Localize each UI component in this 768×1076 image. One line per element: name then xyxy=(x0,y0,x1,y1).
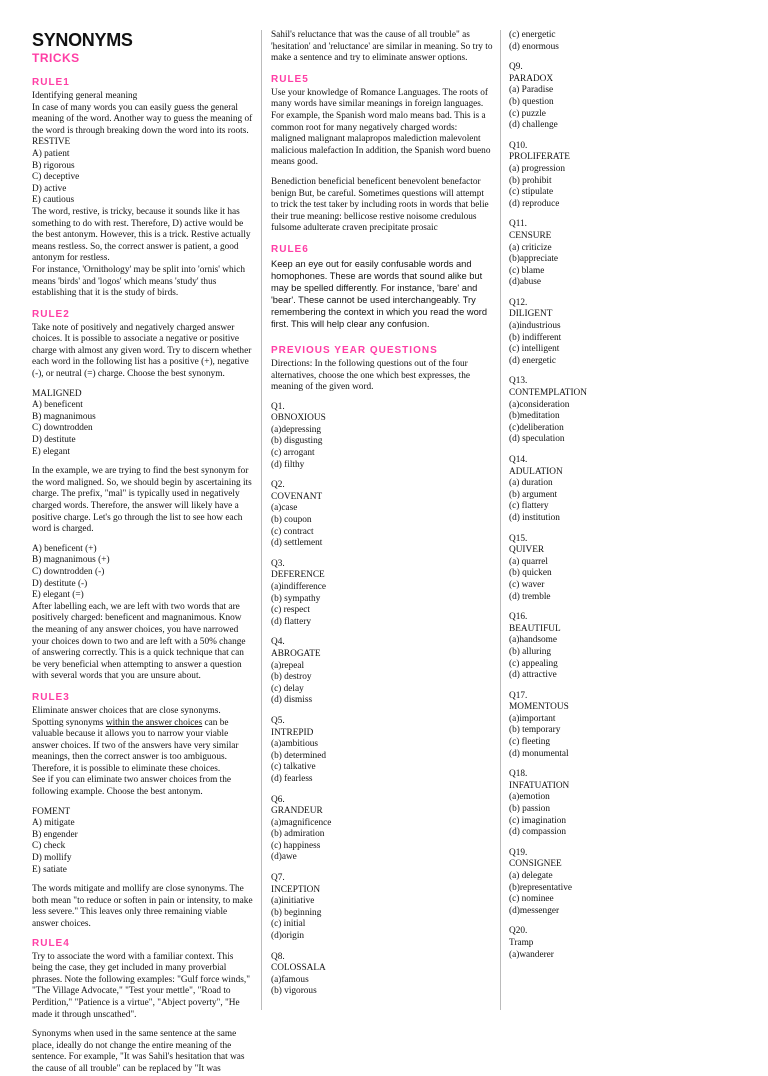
question-block xyxy=(509,848,739,918)
rule1-line: E) cautious xyxy=(32,195,75,206)
rule2-intro: Take note of positively and negatively charged answer choices. It is possible to associate a negative or positive charge with almost any given word. Try to discern whether each word in the following list has a positive (+), negative (-), or neutral (=) charge. Choose the best synonym. xyxy=(32,322,252,380)
column-2 xyxy=(271,30,493,1007)
answer-option: (a) quarrel xyxy=(509,556,548,567)
answer-option: (c) arrogant xyxy=(271,448,315,459)
question-number: Q2. xyxy=(271,480,285,491)
rule4-continued: Sahil's reluctance that was the cause of all trouble" as 'hesitation' and 'reluctance' are similar in meaning. So try to make a sentence and try to eliminate answer options. xyxy=(271,30,493,64)
answer-option: (d) settlement xyxy=(271,538,323,549)
rule3-after: The words mitigate and mollify are close synonyms. The both mean "to reduce or soften in pain or intensity, to make less severe." This leaves only three remaining viable answer choices. xyxy=(32,884,253,929)
question-block xyxy=(509,376,739,446)
rule1-line: C) deceptive xyxy=(32,172,80,183)
answer-option: (a)ambitious xyxy=(271,739,318,750)
rule2-options xyxy=(32,389,254,459)
answer-option: (c) stipulate xyxy=(509,187,554,198)
pyq-heading: PREVIOUS YEAR QUESTIONS xyxy=(271,344,438,356)
rule2-heading: RULE2 xyxy=(32,308,70,320)
answer-option: (d) compassion xyxy=(509,827,567,838)
question-number: Q7. xyxy=(271,873,285,884)
rule3-p1: Eliminate answer choices that are close synonyms. Spotting synonyms within the answer choices can be valuable because it allows you to narrow your viable answer choices. If two of the answers have very similar meanings, then the correct answer is too ambiguous. Therefore, it is possible to eliminate these choices. xyxy=(32,705,239,774)
answer-option: (c) fleeting xyxy=(509,737,551,748)
question-word: PROLIFERATE xyxy=(509,152,570,163)
question-block xyxy=(271,559,493,629)
answer-option: (d) reproduce xyxy=(509,198,560,209)
question-word: COVENANT xyxy=(271,491,323,502)
rule3-heading: RULE3 xyxy=(32,691,70,703)
answer-option: (d)messenger xyxy=(509,905,560,916)
option-line: (c) energetic xyxy=(509,30,556,40)
answer-option: (a) duration xyxy=(509,478,553,489)
answer-option: (b) passion xyxy=(509,804,551,815)
question-number: Q9. xyxy=(509,62,523,73)
answer-option: (c) happiness xyxy=(271,840,321,851)
answer-option: (c) intelligent xyxy=(509,344,560,355)
question-word: INTREPID xyxy=(271,727,314,738)
answer-option: (c) waver xyxy=(509,579,545,590)
answer-option: (a) delegate xyxy=(509,871,553,881)
answer-option: (c) nominee xyxy=(509,894,554,905)
rule4-p2: Synonyms when used in the same sentence at the same place, ideally do not change the entire meaning of the sentence. For example, "It was Sahil's hesitation that was the cause of all trouble" can be replaced by "It was xyxy=(32,1029,245,1074)
answer-option: (c) respect xyxy=(271,605,310,616)
rule2-charged xyxy=(32,544,254,602)
answer-option: (b) vigorous xyxy=(271,986,317,997)
answer-option: (b)representative xyxy=(509,882,572,893)
rule5-p1: Use your knowledge of Romance Languages. The roots of many words have similar meanings in foreign languages. For example, the Spanish word malo means bad. This is a common root for many negatively charged words: maligned malignant malapropos malediction malevolent malicious malefaction In addition, the Spanish word bueno means good. xyxy=(271,87,491,168)
answer-option: (d) dismiss xyxy=(271,695,313,706)
rule1-line: RESTIVE xyxy=(32,137,71,148)
question-word: OBNOXIOUS xyxy=(271,413,326,424)
answer-option: (d) speculation xyxy=(509,434,565,445)
question-word: MOMENTOUS xyxy=(509,702,569,713)
answer-option: (d) tremble xyxy=(509,591,551,602)
option-line: D) destitute xyxy=(32,435,76,446)
question-block xyxy=(509,612,739,682)
answer-option: (d)awe xyxy=(271,852,297,863)
rule4-p1: Try to associate the word with a familiar context. This being the case, they get included in many proverbial phrases. Note the following examples: "Gulf force winds," "The Village Advocate," "Test your mettle", "Road to Perdition," "Patience is a virtue", "Abject poverty", "He made it through unscathed". xyxy=(32,951,251,1020)
answer-option: (c) initial xyxy=(271,919,306,930)
answer-option: (a) progression xyxy=(509,163,566,174)
answer-option: (b) destroy xyxy=(271,672,312,683)
option-line: B) engender xyxy=(32,829,78,840)
answer-option: (c) contract xyxy=(271,526,314,537)
question-number: Q8. xyxy=(271,951,285,962)
rule4-heading: RULE4 xyxy=(32,937,70,949)
answer-option: (a) Paradise xyxy=(509,85,554,96)
question-number: Q6. xyxy=(271,794,285,805)
option-line: E) elegant xyxy=(32,446,70,457)
question-block xyxy=(509,455,739,525)
option-line: B) magnanimous xyxy=(32,411,96,422)
answer-option: (c) imagination xyxy=(509,815,567,826)
question-number: Q15. xyxy=(509,533,528,544)
answer-option: (b) quicken xyxy=(509,568,552,579)
answer-option: (b)appreciate xyxy=(509,254,559,265)
option-line: E) elegant (=) xyxy=(32,590,84,601)
answer-option: (b) prohibit xyxy=(509,175,552,186)
option-line: A) beneficent xyxy=(32,400,83,411)
question-block xyxy=(271,637,493,707)
answer-option: (a)handsome xyxy=(509,635,558,646)
question-block xyxy=(509,219,739,289)
question-number: Q3. xyxy=(271,558,285,569)
option-line: A) beneficent (+) xyxy=(32,543,97,554)
question-word: PARADOX xyxy=(509,73,554,84)
question-word: ABROGATE xyxy=(271,648,321,659)
rule6-heading: RULE6 xyxy=(271,243,309,255)
rule1-line: A) patient xyxy=(32,148,70,159)
question-block xyxy=(509,691,739,761)
option-line: E) satiate xyxy=(32,864,67,875)
question-number: Q20. xyxy=(509,926,528,937)
question-word: INCEPTION xyxy=(271,884,321,895)
answer-option: (d) fearless xyxy=(271,773,313,784)
question-word: COLOSSALA xyxy=(271,963,326,974)
option-line: B) magnanimous (+) xyxy=(32,555,110,566)
question-number: Q18. xyxy=(509,769,528,780)
option-line: (d) enormous xyxy=(509,41,559,52)
question-number: Q17. xyxy=(509,690,528,701)
question-word: CONSIGNEE xyxy=(509,859,562,870)
question-block xyxy=(509,62,739,132)
page-title: SYNONYMS xyxy=(32,30,133,50)
answer-option: (d) flattery xyxy=(271,616,312,627)
answer-option: (a)repeal xyxy=(271,660,305,671)
answer-option: (c) delay xyxy=(271,683,304,694)
question-number: Q5. xyxy=(271,715,285,726)
rule3-options xyxy=(32,807,254,877)
rule1-line: Identifying general meaning xyxy=(32,91,138,101)
question-word: GRANDEUR xyxy=(271,806,323,817)
option-line: MALIGNED xyxy=(32,388,82,399)
rule1-line: The word, restive, is tricky, because it sounds like it has something to do with rest. Therefore, D) active would be the best antonym. However, this is a trick. Restive actually means restless. So, the correct answer is patient, a good antonym for restless. xyxy=(32,206,251,264)
option-line: A) mitigate xyxy=(32,818,75,829)
answer-option: (b) alluring xyxy=(509,646,552,657)
question-block xyxy=(271,716,493,786)
question-number: Q4. xyxy=(271,637,285,648)
question-word: BEAUTIFUL xyxy=(509,623,561,634)
answer-option: (a)famous xyxy=(271,974,309,985)
answer-option: (a)important xyxy=(509,713,556,724)
question-block xyxy=(271,795,493,865)
rule3-p2: See if you can eliminate two answer choices from the following example. Choose the best antonym. xyxy=(32,775,232,798)
question-number: Q11. xyxy=(509,219,527,230)
question-block xyxy=(509,769,739,839)
question-word: QUIVER xyxy=(509,545,545,556)
question-word: Tramp xyxy=(509,937,534,948)
rule5-heading: RULE5 xyxy=(271,73,309,85)
rule1-heading: RULE1 xyxy=(32,77,70,88)
rule1-body xyxy=(32,91,254,300)
answer-option: (c)deliberation xyxy=(509,422,564,433)
rule2-after: After labelling each, we are left with two words that are positively charged: beneficent and magnanimous. Know the meaning of any answer choices, you have narrowed your choices down to two and are left with a 50% change of answering correctly. This is a quick technique that can be very beneficial when attempting to answer a question with several words that you are unsure about. xyxy=(32,601,246,682)
answer-option: (d) filthy xyxy=(271,459,305,470)
question-word: ADULATION xyxy=(509,466,563,477)
option-line: C) downtrodden (-) xyxy=(32,566,105,577)
answer-option: (c) flattery xyxy=(509,501,549,512)
answer-option: (c) appealing xyxy=(509,658,558,669)
question-word: DEFERENCE xyxy=(271,570,325,581)
question-word: CENSURE xyxy=(509,230,552,241)
column-1 xyxy=(32,30,254,1076)
answer-option: (a)initiative xyxy=(271,896,315,907)
question-block xyxy=(509,926,739,961)
question-block xyxy=(509,534,739,604)
answer-option: (b) indifferent xyxy=(509,332,562,343)
option-line: C) check xyxy=(32,841,66,852)
answer-option: (b) determined xyxy=(271,750,326,761)
rule1-line: For instance, 'Ornithology' may be split into 'ornis' which means 'birds' and 'logos' which means 'study' thus establishing that it is the study of birds. xyxy=(32,264,246,299)
answer-option: (a)indifference xyxy=(271,582,327,592)
answer-option: (a)industrious xyxy=(509,321,561,332)
question-number: Q14. xyxy=(509,455,528,465)
answer-option: (a)consideration xyxy=(509,399,570,410)
question-number: Q19. xyxy=(509,847,528,858)
answer-option: (a)magnificence xyxy=(271,817,332,828)
question-block xyxy=(271,952,493,998)
answer-option: (a)case xyxy=(271,503,298,514)
question-list xyxy=(271,402,493,998)
question-number: Q12. xyxy=(509,297,528,308)
column-divider xyxy=(500,30,501,1010)
answer-option: (a)wanderer xyxy=(509,949,554,960)
answer-option: (b) question xyxy=(509,96,554,107)
question-number: Q13. xyxy=(509,376,528,387)
answer-option: (a)depressing xyxy=(271,424,322,435)
question-word: CONTEMPLATION xyxy=(509,388,587,399)
rule5-p2: Benediction beneficial beneficent benevolent benefactor benign But, be careful. Sometimes questions will attempt to trick the test taker by including roots in words that belie their true meaning: bellicose restive noisome credulous fulsome adulterate craven precipitate prosaic xyxy=(271,176,489,234)
option-line: FOMENT xyxy=(32,806,71,817)
answer-option: (b) beginning xyxy=(271,907,322,918)
answer-option: (c) talkative xyxy=(271,762,316,773)
pyq-directions: Directions: In the following questions out of the four alternatives, choose the one which best expresses, the meaning of the given word. xyxy=(271,358,471,393)
rule1-line: D) active xyxy=(32,183,67,194)
rule1-line: B) rigorous xyxy=(32,160,75,171)
option-line: D) mollify xyxy=(32,853,72,864)
column-divider xyxy=(261,30,262,1010)
answer-option: (a) criticize xyxy=(509,242,552,253)
question-word: DILIGENT xyxy=(509,309,553,320)
rule6-p1: Keep an eye out for easily confusable words and homophones. These are words that sound alike but may be spelled differently. For instance, 'bare' and 'bear'. These cannot be used interchangeably. Try remembering the context in which you read the word first. This will help clear any confusion. xyxy=(271,258,488,329)
answer-option: (a)emotion xyxy=(509,792,550,803)
answer-option: (b) coupon xyxy=(271,515,312,526)
question-q8-continued xyxy=(509,30,739,53)
question-number: Q1. xyxy=(271,401,285,412)
question-number: Q16. xyxy=(509,612,528,623)
column-3 xyxy=(509,30,739,970)
answer-option: (d)abuse xyxy=(509,277,542,288)
option-line: C) downtrodden xyxy=(32,423,93,434)
answer-option: (d) monumental xyxy=(509,748,569,759)
answer-option: (d) challenge xyxy=(509,120,558,131)
answer-option: (b)meditation xyxy=(509,411,560,422)
answer-option: (b) argument xyxy=(509,489,558,500)
answer-option: (b) temporary xyxy=(509,725,561,736)
answer-option: (d) institution xyxy=(509,512,560,523)
answer-option: (b) sympathy xyxy=(271,593,321,604)
answer-option: (d) energetic xyxy=(509,355,557,366)
answer-option: (d) attractive xyxy=(509,670,557,681)
question-list xyxy=(509,62,739,961)
question-block xyxy=(271,873,493,943)
question-word: INFATUATION xyxy=(509,780,570,791)
option-line: D) destitute (-) xyxy=(32,578,88,589)
page-subtitle: TRICKS xyxy=(32,51,80,65)
answer-option: (c) blame xyxy=(509,265,545,276)
answer-option: (c) puzzle xyxy=(509,108,546,119)
rule2-explain: In the example, we are trying to find the best synonym for the word maligned. So, we should begin by ascertaining its charge. The prefix, "mal" is typically used in negatively charged words. Therefore, the answer will likely have a positive charge. Let's go through the list to see how each word is charged. xyxy=(32,466,252,535)
question-block xyxy=(509,298,739,368)
question-block xyxy=(509,141,739,211)
question-number: Q10. xyxy=(509,140,528,151)
answer-option: (b) disgusting xyxy=(271,436,323,447)
question-block xyxy=(271,402,493,472)
answer-option: (d)origin xyxy=(271,931,305,942)
answer-option: (b) admiration xyxy=(271,829,325,840)
question-block xyxy=(271,480,493,550)
rule1-line: In case of many words you can easily guess the general meaning of the word. Another way to guess the meaning of the word is through breaking down the word into its roots. xyxy=(32,102,253,136)
